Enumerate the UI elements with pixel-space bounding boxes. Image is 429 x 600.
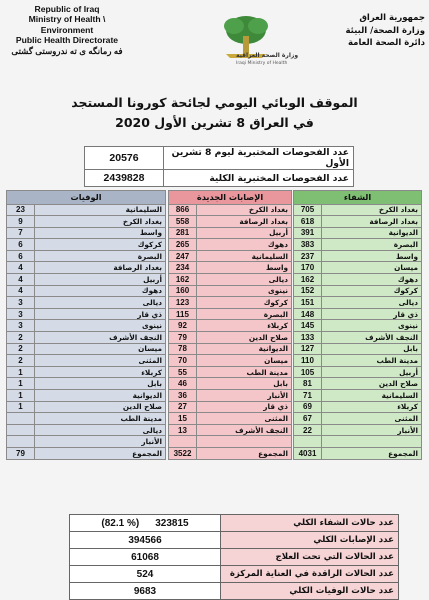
province-name: أربيل: [197, 227, 292, 239]
province-name: واسط: [197, 262, 292, 274]
province-name: دهوك: [322, 274, 422, 286]
province-name: كربلاء: [197, 320, 292, 332]
case-count: 2: [7, 332, 35, 344]
case-count: 4: [7, 274, 35, 286]
table-row: [169, 378, 292, 390]
table-row: [294, 250, 422, 262]
case-count: 705: [294, 204, 322, 216]
province-name: ذي قار: [35, 308, 166, 320]
table-row: [169, 366, 292, 378]
province-name: كركوك: [322, 285, 422, 297]
province-name: كربلاء: [322, 401, 422, 413]
table-row: [70, 515, 399, 532]
summary-value: [70, 515, 221, 532]
table-row: [7, 227, 166, 239]
province-name: النجف الأشرف: [35, 332, 166, 344]
table-row: [294, 320, 422, 332]
summary-label: عدد حالات الشفاء الكلي: [221, 515, 399, 532]
table-row: [294, 239, 422, 251]
column-title: الإصابات الجديدة: [169, 191, 292, 205]
header-line-country-ar: جمهورية العراق: [359, 13, 425, 23]
province-name: السليمانية: [197, 250, 292, 262]
case-count: 23: [7, 204, 35, 216]
table-row: [169, 297, 292, 309]
province-name: نينوى: [35, 320, 166, 332]
province-name: السليمانية: [35, 204, 166, 216]
case-count: 281: [169, 227, 197, 239]
table-row: [7, 390, 166, 402]
table-row: [70, 549, 399, 566]
case-count: 55: [169, 366, 197, 378]
daily-tests-value: 20576: [85, 147, 164, 170]
province-name: نينوى: [197, 285, 292, 297]
case-count: 1: [7, 378, 35, 390]
case-count: 13: [169, 424, 197, 436]
deaths-table: [6, 190, 166, 460]
total-value: 4031: [294, 447, 322, 459]
summary-label: عدد الحالات الراقدة في العناية المركزة: [221, 566, 399, 583]
province-name: [322, 436, 422, 448]
summary-label: عدد الإصابات الكلي: [221, 532, 399, 549]
province-name: ذي قار: [322, 308, 422, 320]
case-count: 70: [169, 355, 197, 367]
header-line-ministry: Ministry of Health \ Environment: [28, 14, 106, 35]
province-name: واسط: [35, 227, 166, 239]
column-title: الشفاء: [294, 191, 422, 205]
province-name: النجف الأشرف: [197, 424, 292, 436]
case-count: [7, 424, 35, 436]
total-value: 79: [7, 447, 35, 459]
case-count: 162: [294, 274, 322, 286]
case-count: 265: [169, 239, 197, 251]
case-count: 46: [169, 378, 197, 390]
province-name: واسط: [322, 250, 422, 262]
case-count: 27: [169, 401, 197, 413]
table-row: [169, 239, 292, 251]
table-row: [7, 274, 166, 286]
case-count: 115: [169, 308, 197, 320]
table-row: [294, 227, 422, 239]
table-row: [169, 227, 292, 239]
table-row: [169, 413, 292, 425]
table-row: [294, 355, 422, 367]
logo-text: وزارة الصحة العراقية: [236, 52, 299, 59]
case-count: 2: [7, 355, 35, 367]
case-count: [7, 413, 35, 425]
totals-summary-table: [69, 514, 399, 600]
table-row: [169, 285, 292, 297]
province-name: نينوى: [322, 320, 422, 332]
province-name: [197, 436, 292, 448]
case-count: 4: [7, 262, 35, 274]
table-row: [7, 250, 166, 262]
header-arabic-block: [335, 12, 425, 50]
case-count: [7, 436, 35, 448]
case-count: 3: [7, 308, 35, 320]
table-row: [294, 308, 422, 320]
province-name: السليمانية: [322, 390, 422, 402]
header-english-block: [2, 4, 132, 56]
table-row: [169, 343, 292, 355]
case-count: 67: [294, 413, 322, 425]
province-name: المثنى: [35, 355, 166, 367]
table-row: [70, 566, 399, 583]
table-row: [70, 532, 399, 549]
case-count: 4: [7, 285, 35, 297]
header-line-ministry-ar: وزارة الصحة/ البيئة: [345, 25, 425, 36]
total-value: 3522: [169, 447, 197, 459]
table-row: [7, 332, 166, 344]
case-count: 170: [294, 262, 322, 274]
province-name: ذي قار: [197, 401, 292, 413]
table-row: [7, 436, 166, 448]
total-label: المجموع: [322, 447, 422, 459]
report-date-line: في العراق 8 تشرين الأول 2020: [115, 115, 314, 130]
table-row: [169, 204, 292, 216]
report-title: الموقف الوبائي اليومي لجائحة كورونا المستجد: [71, 95, 358, 110]
province-name: ديالى: [35, 297, 166, 309]
table-header-row: [169, 191, 292, 205]
case-count: 7: [7, 227, 35, 239]
table-row: [85, 147, 354, 170]
province-name: بغداد الكرخ: [35, 216, 166, 228]
header-line-kurdish: فه رمانگه ى ته ندروستى گشتى: [11, 45, 123, 56]
table-row: [7, 308, 166, 320]
table-row: [7, 262, 166, 274]
province-name: بغداد الكرخ: [322, 204, 422, 216]
table-row: [294, 401, 422, 413]
case-count: 152: [294, 285, 322, 297]
table-row: [294, 332, 422, 344]
table-header-row: [294, 191, 422, 205]
case-count: 78: [169, 343, 197, 355]
case-count: [169, 436, 197, 448]
province-name: دهوك: [35, 285, 166, 297]
case-count: 110: [294, 355, 322, 367]
table-row: [169, 355, 292, 367]
case-count: [294, 436, 322, 448]
province-name: ميسان: [322, 262, 422, 274]
daily-tests-label: عدد الفحوصات المختبرية ليوم 8 تشرين الأول: [164, 147, 354, 170]
case-count: 1: [7, 366, 35, 378]
summary-value: 394566: [70, 532, 221, 549]
province-name: بابل: [197, 378, 292, 390]
case-count: 383: [294, 239, 322, 251]
table-row: [294, 216, 422, 228]
province-name: صلاح الدين: [197, 332, 292, 344]
summary-label: عدد حالات الوفيات الكلي: [221, 583, 399, 600]
case-count: 391: [294, 227, 322, 239]
province-name: بابل: [322, 343, 422, 355]
province-name: كربلاء: [35, 366, 166, 378]
province-name: الديوانية: [197, 343, 292, 355]
province-name: الأنبار: [35, 436, 166, 448]
case-count: 1: [7, 401, 35, 413]
case-count: 3: [7, 297, 35, 309]
table-header-row: [7, 191, 166, 205]
table-row: [7, 355, 166, 367]
case-count: 92: [169, 320, 197, 332]
province-name: بغداد الرصافة: [322, 216, 422, 228]
province-name: بغداد الرصافة: [35, 262, 166, 274]
province-name: المثنى: [197, 413, 292, 425]
case-count: 2: [7, 343, 35, 355]
summary-value: 524: [70, 566, 221, 583]
table-row: [294, 297, 422, 309]
table-row: [169, 216, 292, 228]
province-name: الديوانية: [35, 390, 166, 402]
total-row: [169, 447, 292, 459]
province-name: مدينة الطب: [197, 366, 292, 378]
column-title: الوفيات: [7, 191, 166, 205]
recovered-total-value: 323815: [155, 517, 189, 529]
province-name: ميسان: [197, 355, 292, 367]
province-name: المثنى: [322, 413, 422, 425]
case-count: 69: [294, 401, 322, 413]
province-name: الأنبار: [322, 424, 422, 436]
summary-value: 61068: [70, 549, 221, 566]
total-row: [294, 447, 422, 459]
case-count: 79: [169, 332, 197, 344]
case-count: 123: [169, 297, 197, 309]
summary-value: 9683: [70, 583, 221, 600]
table-row: [7, 401, 166, 413]
table-row: [70, 583, 399, 600]
table-row: [7, 320, 166, 332]
province-name: أربيل: [35, 274, 166, 286]
lab-tests-table: [84, 146, 354, 187]
case-count: 558: [169, 216, 197, 228]
province-name: بابل: [35, 378, 166, 390]
total-row: [7, 447, 166, 459]
table-row: [169, 390, 292, 402]
province-name: ديالى: [322, 297, 422, 309]
province-name: مدينة الطب: [35, 413, 166, 425]
recovered-table: [293, 190, 422, 460]
case-count: 133: [294, 332, 322, 344]
table-row: [169, 332, 292, 344]
case-count: 81: [294, 378, 322, 390]
case-count: 148: [294, 308, 322, 320]
table-row: [7, 216, 166, 228]
province-name: بغداد الرصافة: [197, 216, 292, 228]
table-row: [169, 250, 292, 262]
new-cases-table: [168, 190, 292, 460]
case-count: 22: [294, 424, 322, 436]
case-count: 127: [294, 343, 322, 355]
table-row: [294, 366, 422, 378]
case-count: 160: [169, 285, 197, 297]
header-line-directorate-ar: دائرة الصحة العامة: [348, 38, 425, 49]
case-count: 151: [294, 297, 322, 309]
province-name: البصرة: [322, 239, 422, 251]
case-count: 36: [169, 390, 197, 402]
total-label: المجموع: [35, 447, 166, 459]
table-row: [85, 170, 354, 187]
province-name: ميسان: [35, 343, 166, 355]
table-row: [7, 424, 166, 436]
case-count: 237: [294, 250, 322, 262]
table-row: [169, 401, 292, 413]
table-row: [7, 297, 166, 309]
province-name: ديالى: [197, 274, 292, 286]
case-count: 145: [294, 320, 322, 332]
province-name: الأنبار: [197, 390, 292, 402]
table-row: [169, 262, 292, 274]
province-name: كركوك: [197, 297, 292, 309]
province-name: أربيل: [322, 366, 422, 378]
case-count: 71: [294, 390, 322, 402]
table-row: [294, 436, 422, 448]
table-row: [294, 424, 422, 436]
province-name: ديالى: [35, 424, 166, 436]
case-count: 6: [7, 250, 35, 262]
table-row: [7, 378, 166, 390]
table-row: [169, 274, 292, 286]
table-row: [7, 204, 166, 216]
summary-label: عدد الحالات التي تحت العلاج: [221, 549, 399, 566]
table-row: [7, 343, 166, 355]
province-name: دهوك: [197, 239, 292, 251]
table-row: [294, 343, 422, 355]
table-row: [7, 285, 166, 297]
case-count: 618: [294, 216, 322, 228]
province-name: النجف الأشرف: [322, 332, 422, 344]
case-count: 247: [169, 250, 197, 262]
header-line-country: Republic of Iraq: [34, 4, 100, 14]
province-name: البصرة: [197, 308, 292, 320]
table-row: [7, 413, 166, 425]
case-count: 6: [7, 239, 35, 251]
case-count: 105: [294, 366, 322, 378]
header-line-directorate: Public Health Directorate: [15, 35, 119, 46]
logo-subtext: Iraqi Ministry of Health: [236, 61, 288, 66]
province-name: مدينة الطب: [322, 355, 422, 367]
table-row: [294, 378, 422, 390]
total-label: المجموع: [197, 447, 292, 459]
case-count: 162: [169, 274, 197, 286]
case-count: 866: [169, 204, 197, 216]
case-count: 9: [7, 216, 35, 228]
total-tests-label: عدد الفحوصات المختبرية الكلية: [164, 170, 354, 187]
table-row: [7, 366, 166, 378]
province-name: صلاح الدين: [35, 401, 166, 413]
case-count: 3: [7, 320, 35, 332]
table-row: [7, 239, 166, 251]
table-row: [169, 436, 292, 448]
total-tests-value: 2439828: [85, 170, 164, 187]
province-name: كركوك: [35, 239, 166, 251]
province-name: البصرة: [35, 250, 166, 262]
table-row: [294, 274, 422, 286]
table-row: [294, 204, 422, 216]
table-row: [294, 262, 422, 274]
recovery-percent: (82.1 %): [101, 517, 140, 529]
table-row: [169, 320, 292, 332]
province-name: صلاح الدين: [322, 378, 422, 390]
table-row: [169, 308, 292, 320]
table-row: [294, 285, 422, 297]
case-count: 15: [169, 413, 197, 425]
case-count: 234: [169, 262, 197, 274]
table-row: [294, 390, 422, 402]
case-count: 1: [7, 390, 35, 402]
province-name: الديوانية: [322, 227, 422, 239]
province-name: بغداد الكرخ: [197, 204, 292, 216]
table-row: [169, 424, 292, 436]
table-row: [294, 413, 422, 425]
